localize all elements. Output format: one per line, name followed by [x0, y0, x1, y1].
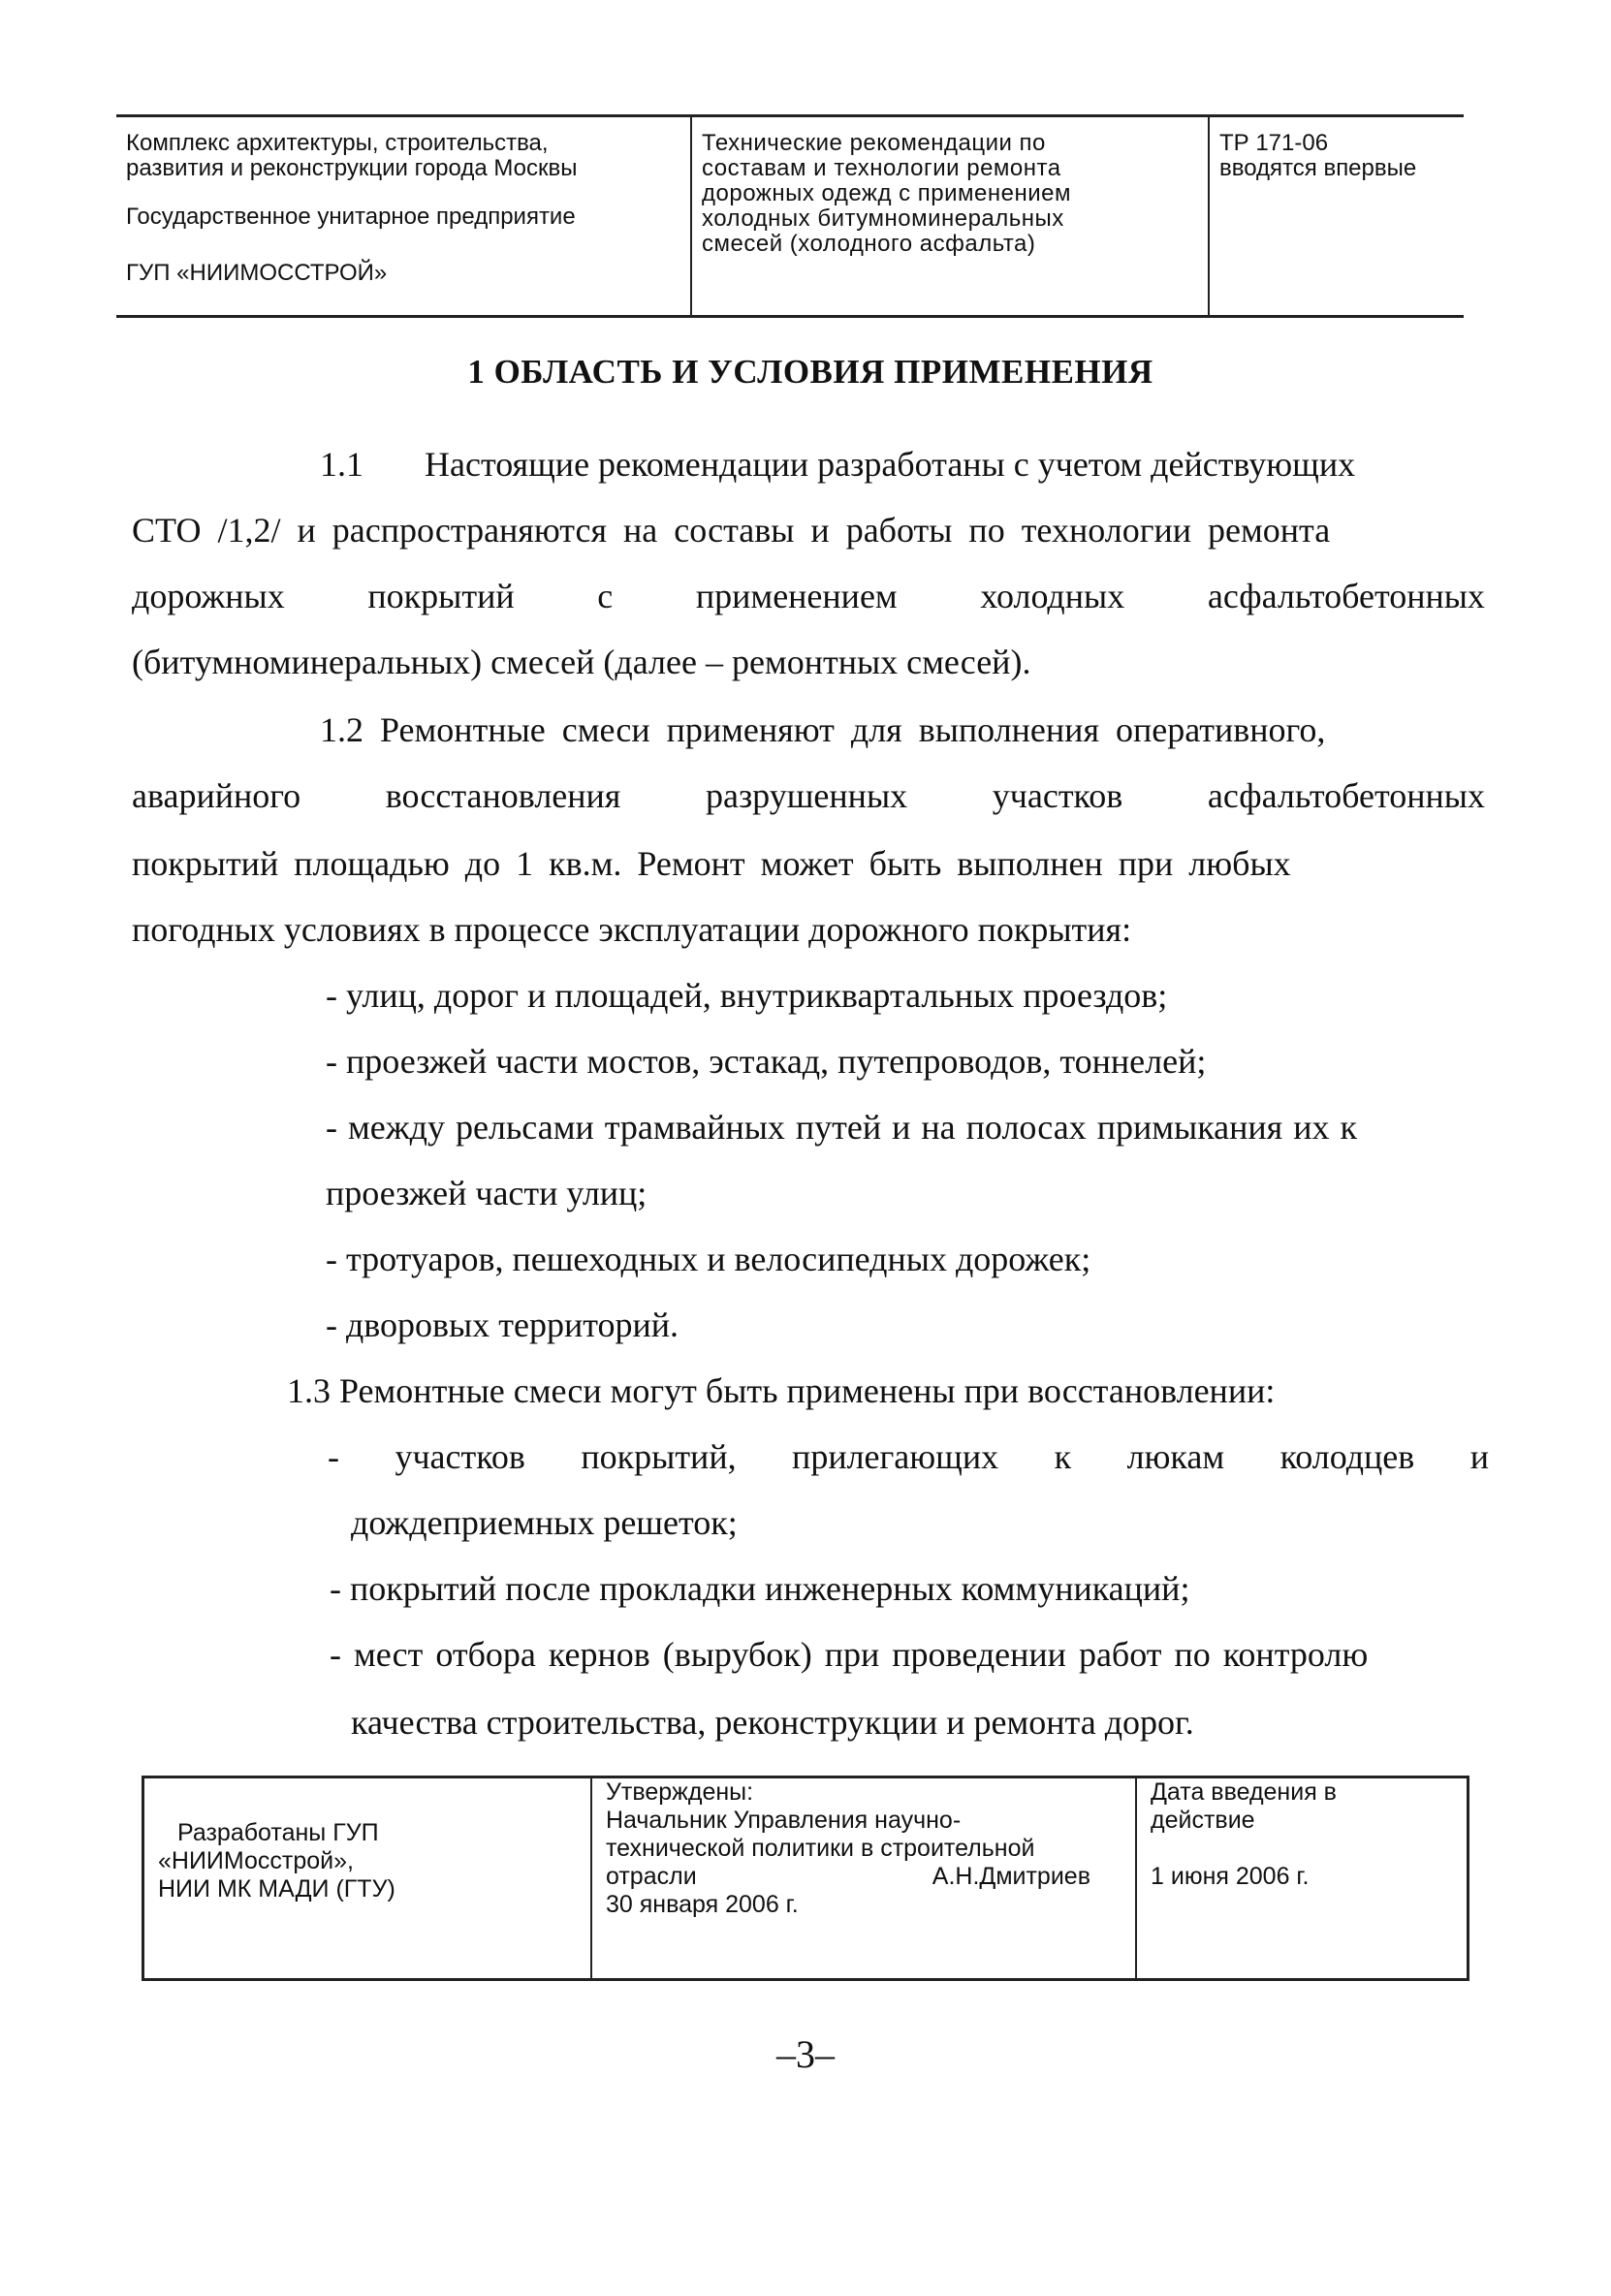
doc-status: вводятся впервые [1219, 155, 1417, 181]
word: люкам [1126, 1437, 1225, 1476]
word: - [328, 1437, 339, 1476]
word: прилегающих [792, 1437, 999, 1476]
header-code-cell [1208, 117, 1464, 315]
developed-line: «НИИМосстрой», [158, 1847, 354, 1874]
footer-developed-cell [144, 1778, 590, 1978]
approved-line: технической политики в строительной [606, 1835, 1035, 1862]
doc-title-line: дорожных одежд с применением [702, 180, 1072, 206]
paragraph-line [132, 576, 1485, 616]
footer-approved-cell [590, 1778, 1135, 1978]
enterprise-name: Государственное унитарное предприятие [126, 204, 576, 230]
word: к [1054, 1437, 1072, 1476]
list-item: - мест отбора кернов (вырубок) при проведении работ по контролю [330, 1635, 1369, 1674]
paragraph-line: Настоящие рекомендации разработаны с учетом действующих [425, 445, 1356, 484]
word: и [1469, 1437, 1489, 1476]
footer-table [142, 1776, 1469, 1981]
developed-line: НИИ МК МАДИ (ГТУ) [158, 1875, 395, 1903]
doc-code: ТР 171-06 [1219, 130, 1329, 156]
effective-date: 1 июня 2006 г. [1151, 1863, 1310, 1890]
word: колодцев [1279, 1437, 1415, 1476]
word: участков [992, 776, 1123, 815]
page-number: –3– [776, 2032, 835, 2076]
approved-label: Утверждены: [606, 1778, 754, 1806]
word: с [597, 577, 614, 615]
header-table [116, 114, 1464, 318]
paragraph-line: (битумноминеральных) смесей (далее – ремонтных смесей). [132, 643, 1031, 681]
word: дорожных [132, 577, 285, 615]
doc-title-line: смесей (холодного асфальта) [702, 231, 1036, 257]
word: асфальтобетонных [1207, 776, 1485, 815]
paragraph-line: 1.3 Ремонтные смеси могут быть применены при восстановлении: [287, 1371, 1276, 1410]
list-item [328, 1436, 1489, 1477]
org-line-1: Комплекс архитектуры, строительства, [126, 130, 549, 156]
doc-title-line: составам и технологии ремонта [702, 155, 1061, 181]
doc-title-line: холодных битумноминеральных [702, 205, 1064, 232]
paragraph-number: 1.1 [320, 445, 363, 484]
paragraph-line: покрытий площадью до 1 кв.м. Ремонт может быть выполнен при любых [132, 844, 1291, 883]
approved-line: Начальник Управления научно- [606, 1807, 962, 1834]
effective-label: Дата введения в [1151, 1778, 1337, 1806]
word: разрушенных [705, 776, 908, 815]
approved-signature-row [606, 1863, 1090, 1891]
header-doc-title-cell [690, 117, 1208, 315]
paragraph-line: СТО /1,2/ и распространяются на составы и работы по технологии ремонта [132, 511, 1331, 550]
list-item: - покрытий после прокладки инженерных коммуникаций; [330, 1569, 1190, 1608]
footer-effective-cell [1135, 1778, 1467, 1978]
doc-title-line: Технические рекомендации по [702, 130, 1046, 156]
word: холодных [980, 577, 1125, 615]
section-title: 1 ОБЛАСТЬ И УСЛОВИЯ ПРИМЕНЕНИЯ [467, 353, 1153, 391]
org-line-2: развития и реконструкции города Москвы [126, 155, 578, 181]
effective-label: действие [1151, 1807, 1255, 1834]
paragraph-line: 1.2 Ремонтные смеси применяют для выполнения оперативного, [320, 710, 1326, 749]
word: участков [395, 1437, 525, 1476]
approved-office: отрасли [606, 1863, 697, 1890]
list-item-continuation: проезжей части улиц; [326, 1174, 648, 1212]
list-item: - тротуаров, пешеходных и велосипедных дорожек; [326, 1240, 1091, 1278]
word: асфальтобетонных [1207, 577, 1485, 615]
word: применением [695, 577, 898, 615]
list-item-continuation: качества строительства, реконструкции и ремонта дорог. [351, 1703, 1194, 1742]
list-item: - проезжей части мостов, эстакад, путепроводов, тоннелей; [326, 1042, 1207, 1081]
list-item: - дворовых территорий. [326, 1305, 679, 1344]
list-item: - улиц, дорог и площадей, внутриквартальных проездов; [326, 976, 1168, 1015]
word: покрытий [367, 577, 515, 615]
approved-name: А.Н.Дмитриев [932, 1863, 1090, 1890]
list-item-continuation: дождеприемных решеток; [351, 1503, 738, 1542]
word: покрытий, [581, 1437, 737, 1476]
paragraph-line [132, 775, 1485, 816]
developed-line: Разработаны ГУП [177, 1819, 379, 1846]
list-item: - между рельсами трамвайных путей и на полосах примыкания их к [326, 1108, 1357, 1147]
header-organization-cell [116, 117, 690, 315]
word: восстановления [385, 776, 621, 815]
institute-name: ГУП «НИИМОССТРОЙ» [126, 260, 388, 286]
approved-date: 30 января 2006 г. [606, 1891, 799, 1918]
word: аварийного [132, 776, 301, 815]
paragraph-line: погодных условиях в процессе эксплуатации дорожного покрытия: [132, 910, 1132, 949]
